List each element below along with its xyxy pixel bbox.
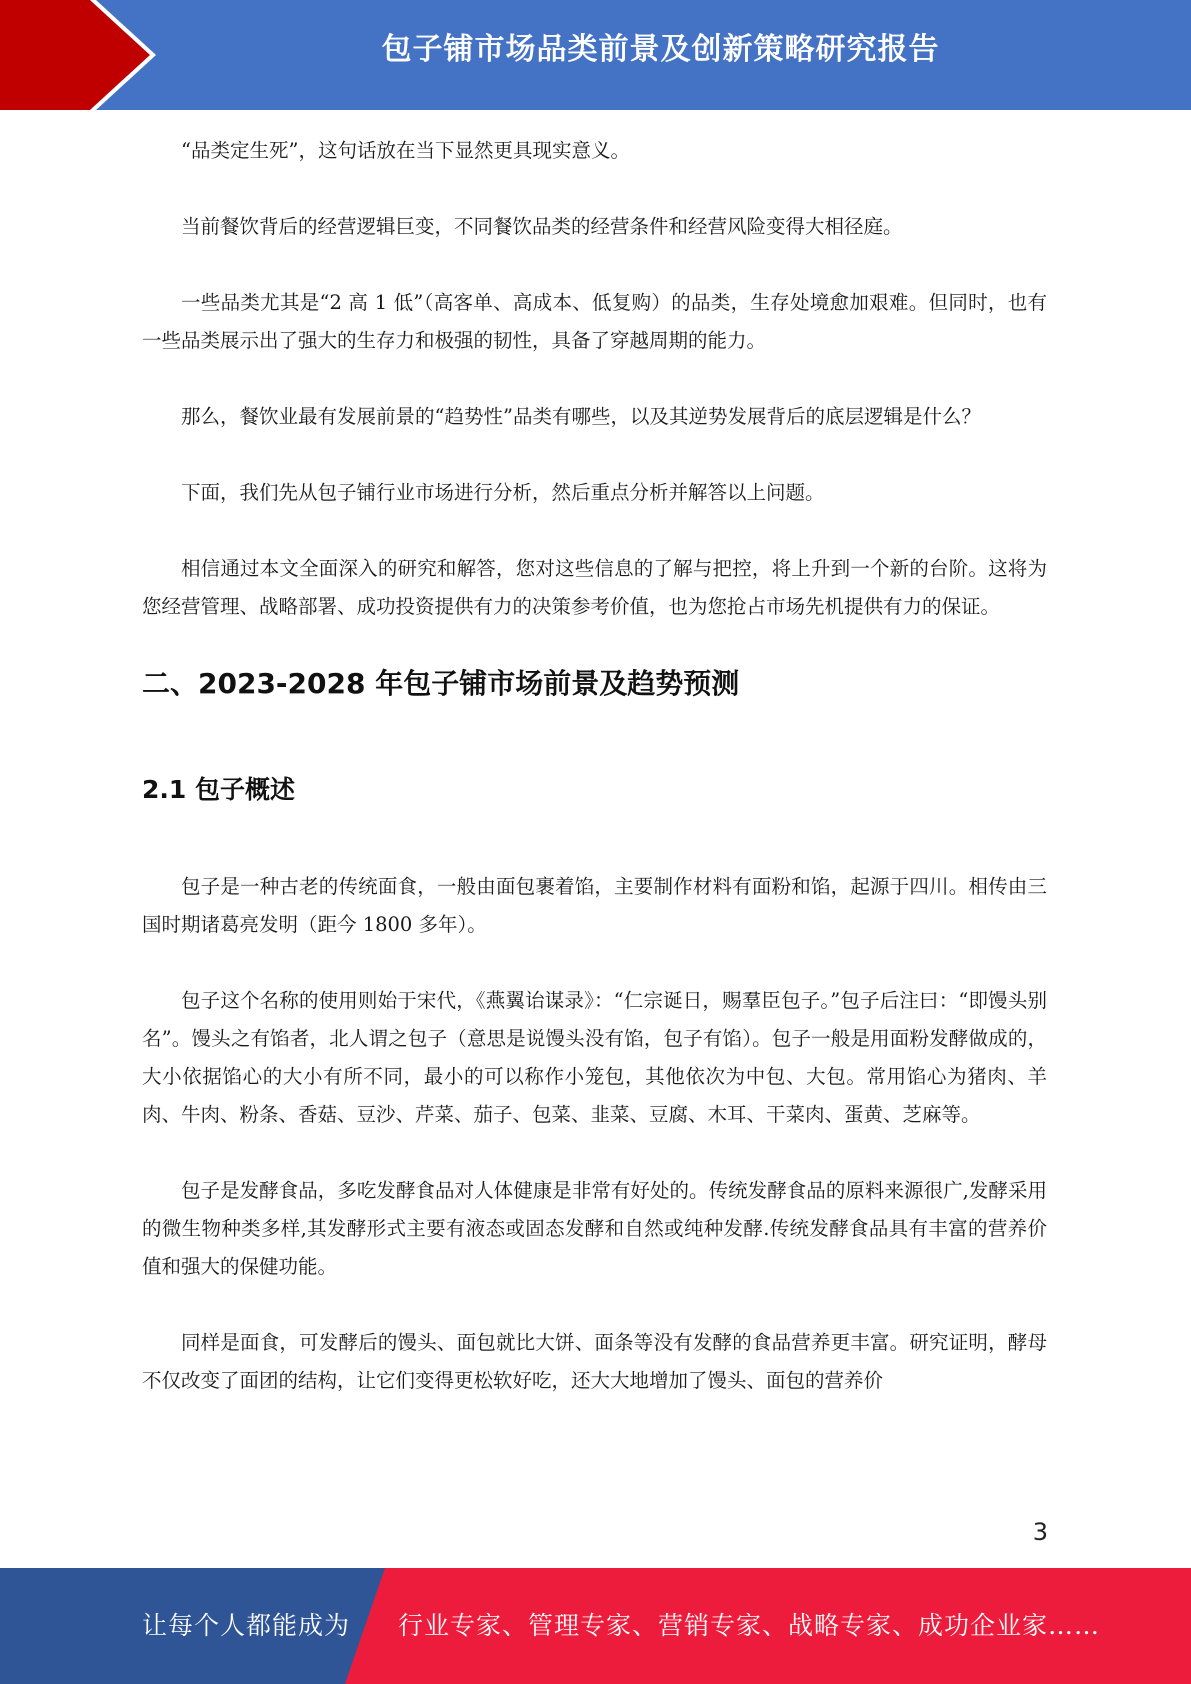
paragraph: 同样是面食，可发酵后的馒头、面包就比大饼、面条等没有发酵的食品营养更丰富。研究证明，酵母不仅改变了面团的结构，让它们变得更松软好吃，还大大地增加了馒头、面包的营养价 bbox=[142, 1331, 1047, 1392]
paragraph: 相信通过本文全面深入的研究和解答，您对这些信息的了解与把控，将上升到一个新的台阶。这将为您经营管理、战略部署、成功投资提供有力的决策参考价值，也为您抢占市场先机提供有力的保证。 bbox=[142, 557, 1047, 618]
paragraph: 包子是一种古老的传统面食，一般由面包裹着馅，主要制作材料有面粉和馅，起源于四川。相传由三国时期诸葛亮发明（距今 1800 多年）。 bbox=[142, 875, 1047, 936]
page-footer bbox=[0, 1568, 1191, 1684]
footer-slogan-left: 让每个人都能成为 bbox=[142, 1611, 351, 1640]
header-arrow-icon bbox=[0, 0, 160, 110]
page-number: 3 bbox=[1032, 1518, 1048, 1546]
report-title: 包子铺市场品类前景及创新策略研究报告 bbox=[381, 32, 940, 67]
paragraph: 下面，我们先从包子铺行业市场进行分析，然后重点分析并解答以上问题。 bbox=[181, 481, 825, 504]
sub-heading: 2.1 包子概述 bbox=[142, 775, 295, 804]
paragraph: 包子这个名称的使用则始于宋代，《燕翼诒谋录》：“仁宗诞日，赐羣臣包子。”包子后注曰：“即馒头别名”。馒头之有馅者，北人谓之包子（意思是说馒头没有馅，包子有馅）。包子一般是用面粉发酵做成的，大小依据馅心的大小有所不同，最小的可以称作小笼包，其他依次为中包、大包。常用馅心为猪肉、羊肉、牛肉、粉条、香菇、豆沙、芹菜、茄子、包菜、韭菜、豆腐、木耳、干菜肉、蛋黄、芝麻等。 bbox=[142, 989, 1047, 1126]
document-body bbox=[142, 132, 1047, 1400]
page-header bbox=[0, 0, 1191, 110]
paragraph: 包子是发酵食品，多吃发酵食品对人体健康是非常有好处的。传统发酵食品的原料来源很广,发酵采用的微生物种类多样,其发酵形式主要有液态或固态发酵和自然或纯种发酵.传统发酵食品具有丰富的营养价值和强大的保健功能。 bbox=[142, 1179, 1047, 1278]
footer-slogan-right: 行业专家、管理专家、营销专家、战略专家、成功企业家…… bbox=[398, 1611, 1101, 1640]
section-heading: 二、2023-2028 年包子铺市场前景及趋势预测 bbox=[142, 667, 740, 700]
paragraph: “品类定生死”，这句话放在当下显然更具现实意义。 bbox=[181, 139, 630, 162]
paragraph: 当前餐饮背后的经营逻辑巨变，不同餐饮品类的经营条件和经营风险变得大相径庭。 bbox=[181, 215, 903, 238]
paragraph: 一些品类尤其是“2 高 1 低”（高客单、高成本、低复购）的品类，生存处境愈加艰难。但同时，也有一些品类展示出了强大的生存力和极强的韧性，具备了穿越周期的能力。 bbox=[142, 291, 1047, 352]
paragraph: 那么，餐饮业最有发展前景的“趋势性”品类有哪些，以及其逆势发展背后的底层逻辑是什么？ bbox=[181, 405, 981, 428]
